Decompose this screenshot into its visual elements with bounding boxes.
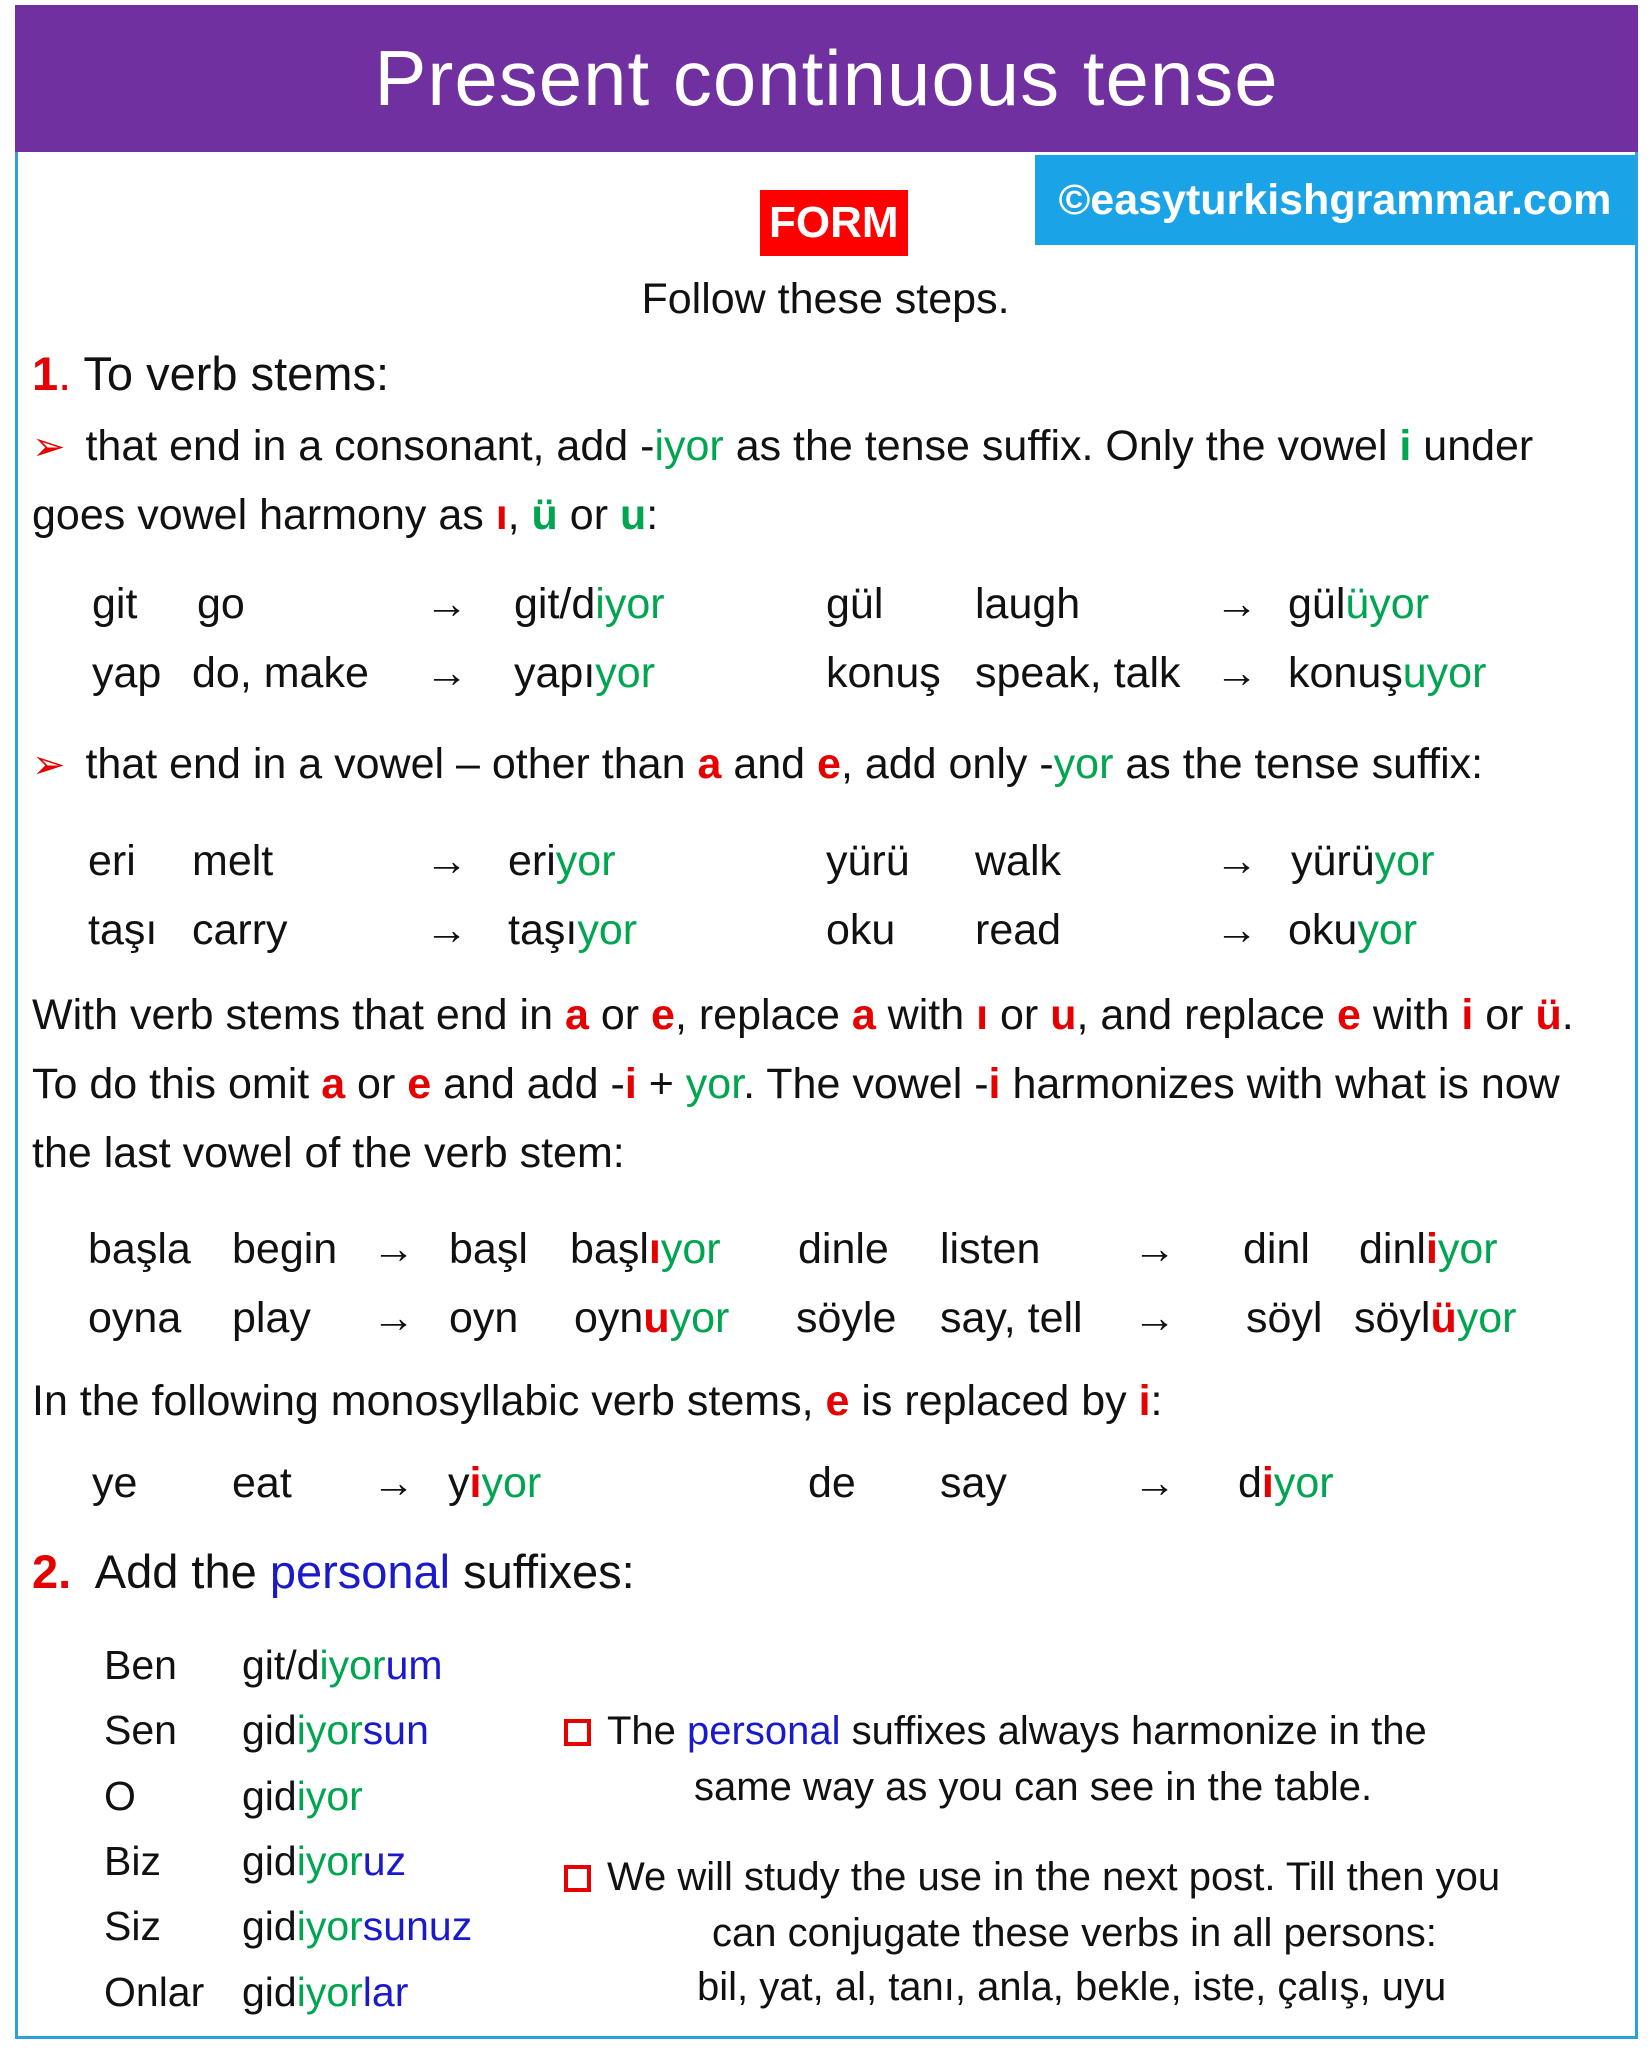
arrow-icon: →: [372, 1294, 415, 1342]
example-meaning: carry: [192, 906, 288, 954]
vowel: i: [988, 1060, 1001, 1108]
text: or: [1473, 991, 1536, 1039]
example-meaning: play: [232, 1294, 311, 1342]
example-meaning: say: [940, 1459, 1007, 1507]
conjugated-form: [242, 1838, 407, 1884]
personal-suffix: lar: [362, 1969, 409, 2015]
result-vowel: ü: [1430, 1294, 1457, 1342]
text: as the tense suffix:: [1113, 740, 1484, 788]
copyright-badge: ©easyturkishgrammar.com: [1035, 155, 1635, 245]
text: or: [345, 1060, 408, 1108]
example-stem: dinle: [798, 1225, 889, 1273]
example-stem: ye: [92, 1459, 138, 1507]
text: , add only -: [840, 740, 1054, 788]
example-meaning: speak, talk: [975, 649, 1181, 697]
monosyllabic-rule: [32, 1377, 1163, 1425]
arrow-icon: →: [1215, 906, 1258, 954]
result-suffix: yor: [577, 906, 638, 954]
conjugated-form: [242, 1903, 473, 1949]
result-stem: yürü: [1291, 837, 1375, 885]
step-number: 2: [32, 1545, 59, 1598]
checkbox-bullet-icon: [564, 1719, 591, 1746]
conjugated-form: [242, 1969, 409, 2015]
example-result: [1288, 906, 1418, 954]
result-stem: d: [1238, 1459, 1262, 1507]
tense-suffix: iyor: [296, 1903, 363, 1949]
example-result: [1354, 1294, 1517, 1342]
vowel: u: [1050, 991, 1077, 1039]
result-suffix: iyor: [595, 580, 665, 628]
vowel: e: [651, 991, 675, 1039]
example-meaning: say, tell: [940, 1294, 1083, 1342]
title-banner: [15, 5, 1638, 152]
text: , and replace: [1076, 991, 1338, 1039]
text: suffixes always harmonize in the: [840, 1709, 1427, 1753]
result-suffix: uyor: [1402, 649, 1487, 697]
result-stem: oku: [1288, 906, 1358, 954]
vowel: u: [619, 491, 647, 539]
arrow-icon: →: [1215, 649, 1258, 697]
step-number: 1: [32, 347, 59, 400]
note-1-line2: same way as you can see in the table.: [694, 1765, 1373, 1809]
personal-suffix: sunuz: [362, 1903, 473, 1949]
text: ,: [507, 491, 532, 539]
vowel: e: [825, 1377, 850, 1425]
pronoun: O: [104, 1773, 136, 1819]
example-cut-stem: oyn: [449, 1294, 519, 1342]
arrow-icon: →: [1215, 837, 1258, 885]
text: or: [588, 991, 652, 1039]
vowel: a: [851, 991, 876, 1039]
pronoun: Onlar: [104, 1969, 205, 2015]
text: harmonizes with what is now: [1000, 1060, 1560, 1108]
example-meaning: read: [975, 906, 1062, 954]
example-meaning: eat: [232, 1459, 292, 1507]
example-meaning: begin: [232, 1225, 338, 1273]
conjugated-form: [242, 1773, 363, 1819]
result-stem: git/d: [514, 580, 596, 628]
suffix: iyor: [654, 422, 724, 470]
ae-rule-line3: the last vowel of the verb stem:: [32, 1129, 625, 1177]
result-suffix: yor: [1273, 1459, 1334, 1507]
conjugated-form: [242, 1707, 429, 1753]
vowel: i: [1461, 991, 1474, 1039]
example-result: [570, 1225, 721, 1273]
example-result: [1291, 837, 1435, 885]
result-suffix: yor: [595, 649, 656, 697]
vowel: ü: [531, 491, 558, 539]
text: . The vowel -: [743, 1060, 989, 1108]
example-stem: oku: [826, 906, 896, 954]
vowel: e: [407, 1060, 432, 1108]
tense-suffix: iyor: [296, 1773, 363, 1819]
text: We will study the use in the next post. Till then you: [607, 1855, 1501, 1899]
personal-word: personal: [687, 1709, 841, 1753]
pronoun: Siz: [104, 1903, 161, 1949]
personal-suffix: um: [385, 1642, 443, 1688]
base: gid: [242, 1903, 297, 1949]
note-2-verb-list: bil, yat, al, tanı, anla, bekle, iste, çalış, uyu: [697, 1965, 1447, 2009]
vowel: a: [321, 1060, 346, 1108]
example-result: [574, 1294, 730, 1342]
checkbox-bullet-icon: [564, 1865, 591, 1892]
vowel: i: [1399, 422, 1412, 470]
example-cut-stem: söyl: [1246, 1294, 1323, 1342]
step-dot: .: [58, 1545, 72, 1598]
result-stem: dinl: [1359, 1225, 1426, 1273]
vowel: a: [564, 991, 589, 1039]
text: :: [646, 491, 659, 539]
arrow-bullet-icon: ➢: [32, 425, 66, 469]
result-stem: gül: [1288, 580, 1346, 628]
result-suffix: yor: [1456, 1294, 1517, 1342]
pronoun: Ben: [104, 1642, 177, 1688]
example-stem: yürü: [826, 837, 910, 885]
text: with: [1360, 991, 1462, 1039]
vowel: i: [1138, 1377, 1151, 1425]
conjugated-form: [242, 1642, 443, 1688]
example-stem: gül: [826, 580, 884, 628]
example-stem: oyna: [88, 1294, 182, 1342]
bullet-vowel: [32, 740, 1484, 788]
suffix: yor: [1053, 740, 1114, 788]
tense-suffix: iyor: [296, 1707, 363, 1753]
text: that end in a consonant, add -: [85, 422, 655, 470]
step-1-heading: [32, 347, 390, 400]
tense-suffix: iyor: [296, 1838, 363, 1884]
personal-suffix: sun: [362, 1707, 429, 1753]
base: gid: [242, 1838, 297, 1884]
text: suffixes:: [450, 1545, 635, 1598]
tense-suffix: iyor: [296, 1969, 363, 2015]
base: git/d: [242, 1642, 320, 1688]
text: under: [1411, 422, 1534, 470]
example-stem: de: [808, 1459, 856, 1507]
text: .: [1561, 991, 1574, 1039]
arrow-icon: →: [1133, 1225, 1176, 1273]
personal-word: personal: [269, 1545, 451, 1598]
arrow-icon: →: [1133, 1294, 1176, 1342]
text: as the tense suffix. Only the vowel: [723, 422, 1400, 470]
example-meaning: listen: [940, 1225, 1041, 1273]
example-cut-stem: başl: [449, 1225, 528, 1273]
example-meaning: do, make: [192, 649, 369, 697]
example-cut-stem: dinl: [1243, 1225, 1310, 1273]
result-stem: eri: [508, 837, 556, 885]
ae-rule-line2: [32, 1060, 1560, 1108]
pronoun: Sen: [104, 1707, 177, 1753]
result-suffix: yor: [1357, 906, 1418, 954]
arrow-bullet-icon: ➢: [32, 743, 66, 787]
text: With verb stems that end in: [32, 991, 565, 1039]
text: In the following monosyllabic verb stems,: [32, 1377, 826, 1425]
text: goes vowel harmony as: [32, 491, 496, 539]
example-result: [448, 1459, 542, 1507]
arrow-icon: →: [1133, 1459, 1176, 1507]
result-stem: yapı: [514, 649, 596, 697]
result-vowel: i: [469, 1459, 482, 1507]
result-suffix: yor: [669, 1294, 730, 1342]
bullet-consonant: [32, 422, 1534, 470]
personal-suffix: uz: [362, 1838, 407, 1884]
text: The: [607, 1709, 688, 1753]
result-vowel: i: [1425, 1225, 1438, 1273]
form-label: FORM: [760, 190, 908, 256]
bullet-consonant-line2: [32, 491, 659, 539]
pronoun: Biz: [104, 1838, 161, 1884]
arrow-icon: →: [425, 906, 468, 954]
arrow-icon: →: [425, 837, 468, 885]
result-suffix: yor: [1374, 837, 1435, 885]
step-text: To verb stems:: [71, 347, 390, 400]
example-result: [1288, 580, 1430, 628]
example-result: [514, 649, 656, 697]
suffix: yor: [685, 1060, 744, 1108]
text: that end in a vowel – other than: [85, 740, 698, 788]
example-result: [1288, 649, 1487, 697]
intro-text: Follow these steps.: [641, 275, 1010, 323]
result-stem: taşı: [508, 906, 578, 954]
example-stem: yap: [92, 649, 162, 697]
vowel: ı: [976, 991, 989, 1039]
arrow-icon: →: [372, 1225, 415, 1273]
result-suffix: yor: [1437, 1225, 1498, 1273]
result-suffix: yor: [660, 1225, 721, 1273]
arrow-icon: →: [1215, 580, 1258, 628]
result-stem: konuş: [1288, 649, 1403, 697]
arrow-icon: →: [425, 580, 468, 628]
result-suffix: yor: [481, 1459, 542, 1507]
text: is replaced by: [849, 1377, 1139, 1425]
example-meaning: melt: [192, 837, 274, 885]
example-stem: git: [92, 580, 138, 628]
example-meaning: go: [197, 580, 245, 628]
example-result: [1359, 1225, 1498, 1273]
text: +: [636, 1060, 686, 1108]
example-stem: taşı: [88, 906, 158, 954]
example-result: [508, 906, 638, 954]
step-2-heading: [32, 1545, 635, 1598]
vowel: a: [697, 740, 722, 788]
result-suffix: yor: [555, 837, 616, 885]
example-stem: söyle: [796, 1294, 897, 1342]
base: gid: [242, 1969, 297, 2015]
text: or: [988, 991, 1051, 1039]
example-result: [514, 580, 665, 628]
text: Add the: [71, 1545, 270, 1598]
note-2-line2: can conjugate these verbs in all persons:: [712, 1911, 1437, 1955]
text: and add -: [431, 1060, 625, 1108]
vowel: i: [624, 1060, 637, 1108]
example-stem: başla: [88, 1225, 191, 1273]
result-vowel: u: [643, 1294, 670, 1342]
note-1-line1: [564, 1711, 1427, 1751]
page-title: Present continuous tense: [374, 34, 1279, 122]
text: , replace: [674, 991, 852, 1039]
base: gid: [242, 1707, 297, 1753]
result-vowel: ı: [648, 1225, 661, 1273]
example-meaning: laugh: [975, 580, 1081, 628]
vowel: ı: [495, 491, 508, 539]
result-suffix: üyor: [1345, 580, 1430, 628]
arrow-icon: →: [425, 649, 468, 697]
arrow-icon: →: [372, 1459, 415, 1507]
result-stem: söyl: [1354, 1294, 1431, 1342]
example-result: [508, 837, 616, 885]
example-stem: eri: [88, 837, 136, 885]
vowel: ü: [1535, 991, 1562, 1039]
text: To do this omit: [32, 1060, 322, 1108]
result-stem: oyn: [574, 1294, 644, 1342]
base: gid: [242, 1773, 297, 1819]
text: :: [1150, 1377, 1163, 1425]
ae-rule-line1: [32, 991, 1574, 1039]
tense-suffix: iyor: [319, 1642, 386, 1688]
example-result: [1238, 1459, 1334, 1507]
example-stem: konuş: [826, 649, 941, 697]
text: or: [557, 491, 620, 539]
text: and: [721, 740, 818, 788]
text: with: [875, 991, 977, 1039]
example-meaning: walk: [975, 837, 1062, 885]
result-vowel: i: [1261, 1459, 1274, 1507]
result-stem: y: [448, 1459, 470, 1507]
step-dot: .: [58, 347, 72, 400]
vowel: e: [817, 740, 841, 788]
result-stem: başl: [570, 1225, 649, 1273]
vowel: e: [1337, 991, 1361, 1039]
note-2-line1: [564, 1857, 1500, 1897]
